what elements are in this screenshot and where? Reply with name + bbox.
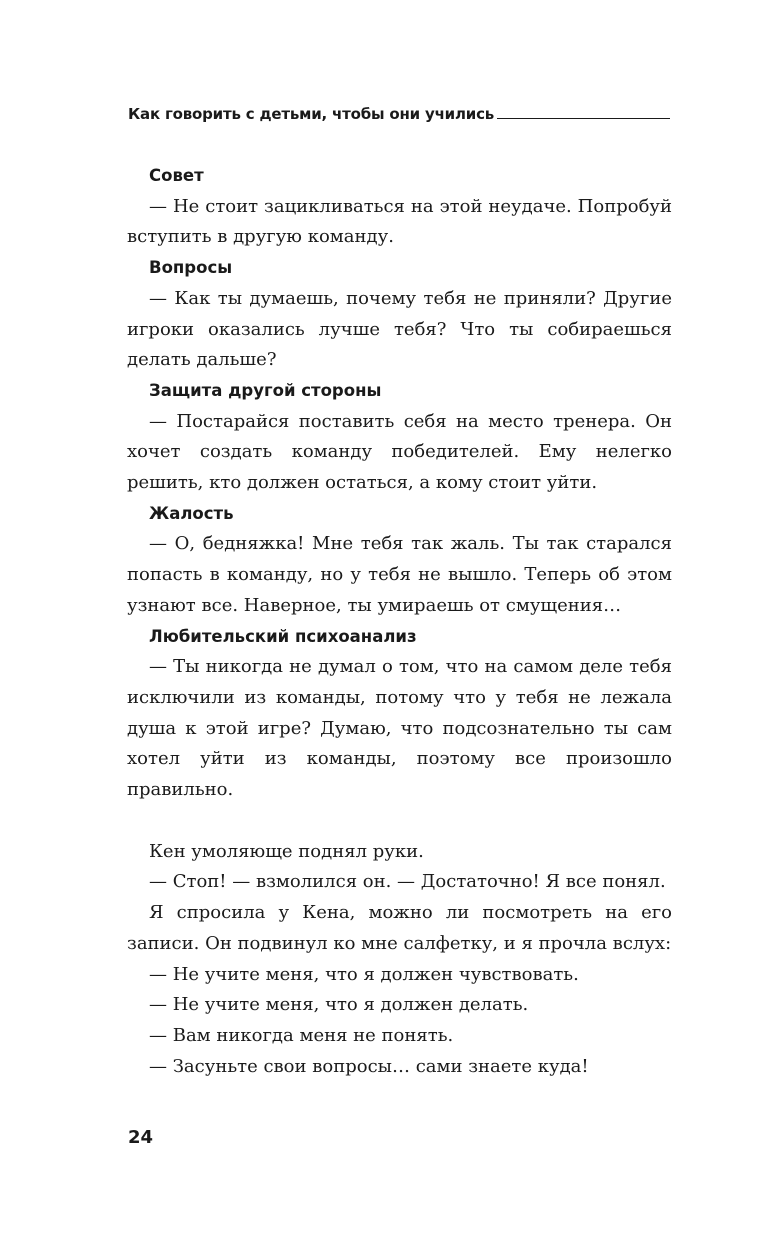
section-text-pity: — О, бедняжка! Мне тебя так жаль. Ты так старался попасть в команду, но у тебя не вышло. Теперь об этом узнают все. Наверное, ты умираешь от смущения…	[127, 533, 672, 616]
narrative-paragraph: — Не учите меня, что я должен делать.	[149, 994, 529, 1016]
narrative-paragraph: — Вам никогда меня не понять.	[149, 1024, 454, 1046]
page-number: 24	[128, 1127, 154, 1148]
header-rule	[497, 118, 670, 119]
section-text-advice: — Не стоит зацикливаться на этой неудаче. Попробуй вступить в другую команду.	[127, 195, 672, 248]
section-heading-advice: Совет	[149, 166, 204, 185]
section-heading-defense: Защита другой стороны	[149, 380, 382, 400]
running-header	[128, 103, 670, 123]
narrative-paragraph: Кен умоляюще поднял руки.	[149, 840, 424, 862]
paragraph-gap	[127, 806, 672, 837]
page-body	[127, 161, 672, 1082]
narrative-paragraph: — Стоп! — взмолился он. — Достаточно! Я все понял.	[149, 871, 666, 893]
narrative-paragraph: — Не учите меня, что я должен чувствовать.	[149, 963, 579, 985]
section-heading-psychoanalysis: Любительский психоанализ	[149, 626, 417, 646]
section-text-questions: — Как ты думаешь, почему тебя не приняли? Другие игроки оказались лучше тебя? Что ты собираешься делать дальше?	[127, 287, 672, 371]
narrative-paragraph: Я спросила у Кена, можно ли посмотреть на его записи. Он подвинул ко мне салфетку, и я прочла вслух:	[127, 902, 672, 954]
section-text-defense: — Постарайся поставить себя на место тренера. Он хочет создать команду победителей. Ему нелегко решить, кто должен остаться, а кому стоит уйти.	[127, 410, 672, 494]
narrative-paragraph: — Засуньте свои вопросы… сами знаете куда!	[149, 1055, 589, 1077]
section-heading-pity: Жалость	[149, 503, 234, 523]
section-text-psychoanalysis: — Ты никогда не думал о том, что на самом деле тебя исключили из команды, потому что у тебя не лежала душа к этой игре? Думаю, что подсознательно ты сам хотел уйти из команды, поэтому все произошло правильно.	[127, 656, 672, 801]
running-header-title: Как говорить с детьми, чтобы они учились	[128, 105, 495, 123]
section-heading-questions: Вопросы	[149, 258, 233, 278]
